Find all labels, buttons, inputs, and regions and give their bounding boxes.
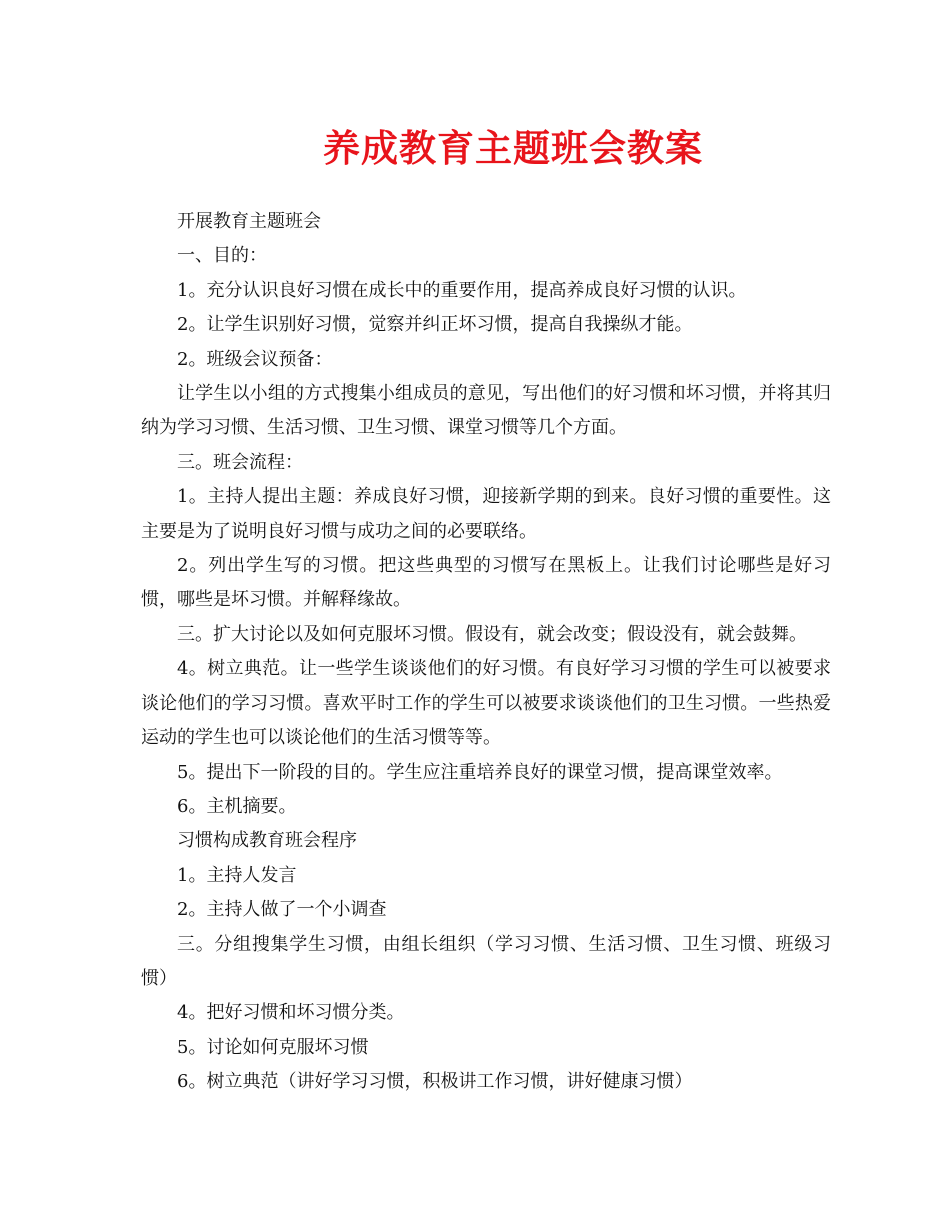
document-title: 养成教育主题班会教案	[323, 126, 703, 170]
paragraph: 6。树立典范（讲好学习习惯，积极讲工作习惯，讲好健康习惯）	[177, 1071, 693, 1093]
paragraph: 三。扩大讨论以及如何克服坏习惯。假设有，就会改变；假设没有，就会鼓舞。	[177, 623, 807, 645]
paragraph: 2。列出学生写的习惯。把这些典型的习惯写在黑板上。让我们讨论哪些是好习惯，哪些是坏习惯。并解释缘故。	[141, 555, 831, 611]
paragraph: 2。班级会议预备：	[177, 348, 333, 370]
paragraph: 5。提出下一阶段的目的。学生应注重培养良好的课堂习惯，提高课堂效率。	[177, 761, 783, 783]
paragraph: 4。树立典范。让一些学生谈谈他们的好习惯。有良好学习习惯的学生可以被要求谈论他们的学习习惯。喜欢平时工作的学生可以被要求谈谈他们的卫生习惯。一些热爱运动的学生也可以谈论他们的生活习惯等等。	[141, 658, 831, 749]
paragraph: 2。让学生识别好习惯，觉察并纠正坏习惯，提高自我操纵才能。	[177, 314, 693, 336]
paragraph: 开展教育主题班会	[177, 211, 321, 232]
document-body	[141, 205, 831, 1100]
paragraph: 习惯构成教育班会程序	[177, 830, 357, 852]
paragraph: 6。主机摘要。	[177, 795, 297, 817]
paragraph: 1。充分认识良好习惯在成长中的重要作用，提高养成良好习惯的认识。	[177, 279, 747, 301]
paragraph: 一、目的：	[177, 245, 267, 267]
paragraph: 1。主持人发言	[177, 864, 297, 886]
paragraph: 4。把好习惯和坏习惯分类。	[177, 1002, 405, 1024]
paragraph: 1。主持人提出主题：养成良好习惯，迎接新学期的到来。良好习惯的重要性。这主要是为了说明良好习惯与成功之间的必要联络。	[141, 486, 831, 542]
paragraph: 三。分组搜集学生习惯，由组长组织（学习习惯、生活习惯、卫生习惯、班级习惯）	[141, 933, 831, 989]
paragraph: 让学生以小组的方式搜集小组成员的意见，写出他们的好习惯和坏习惯，并将其归纳为学习习惯、生活习惯、卫生习惯、课堂习惯等几个方面。	[141, 383, 831, 439]
paragraph: 2。主持人做了一个小调查	[177, 899, 387, 921]
paragraph: 三。班会流程：	[177, 451, 303, 473]
paragraph: 5。讨论如何克服坏习惯	[177, 1036, 369, 1058]
